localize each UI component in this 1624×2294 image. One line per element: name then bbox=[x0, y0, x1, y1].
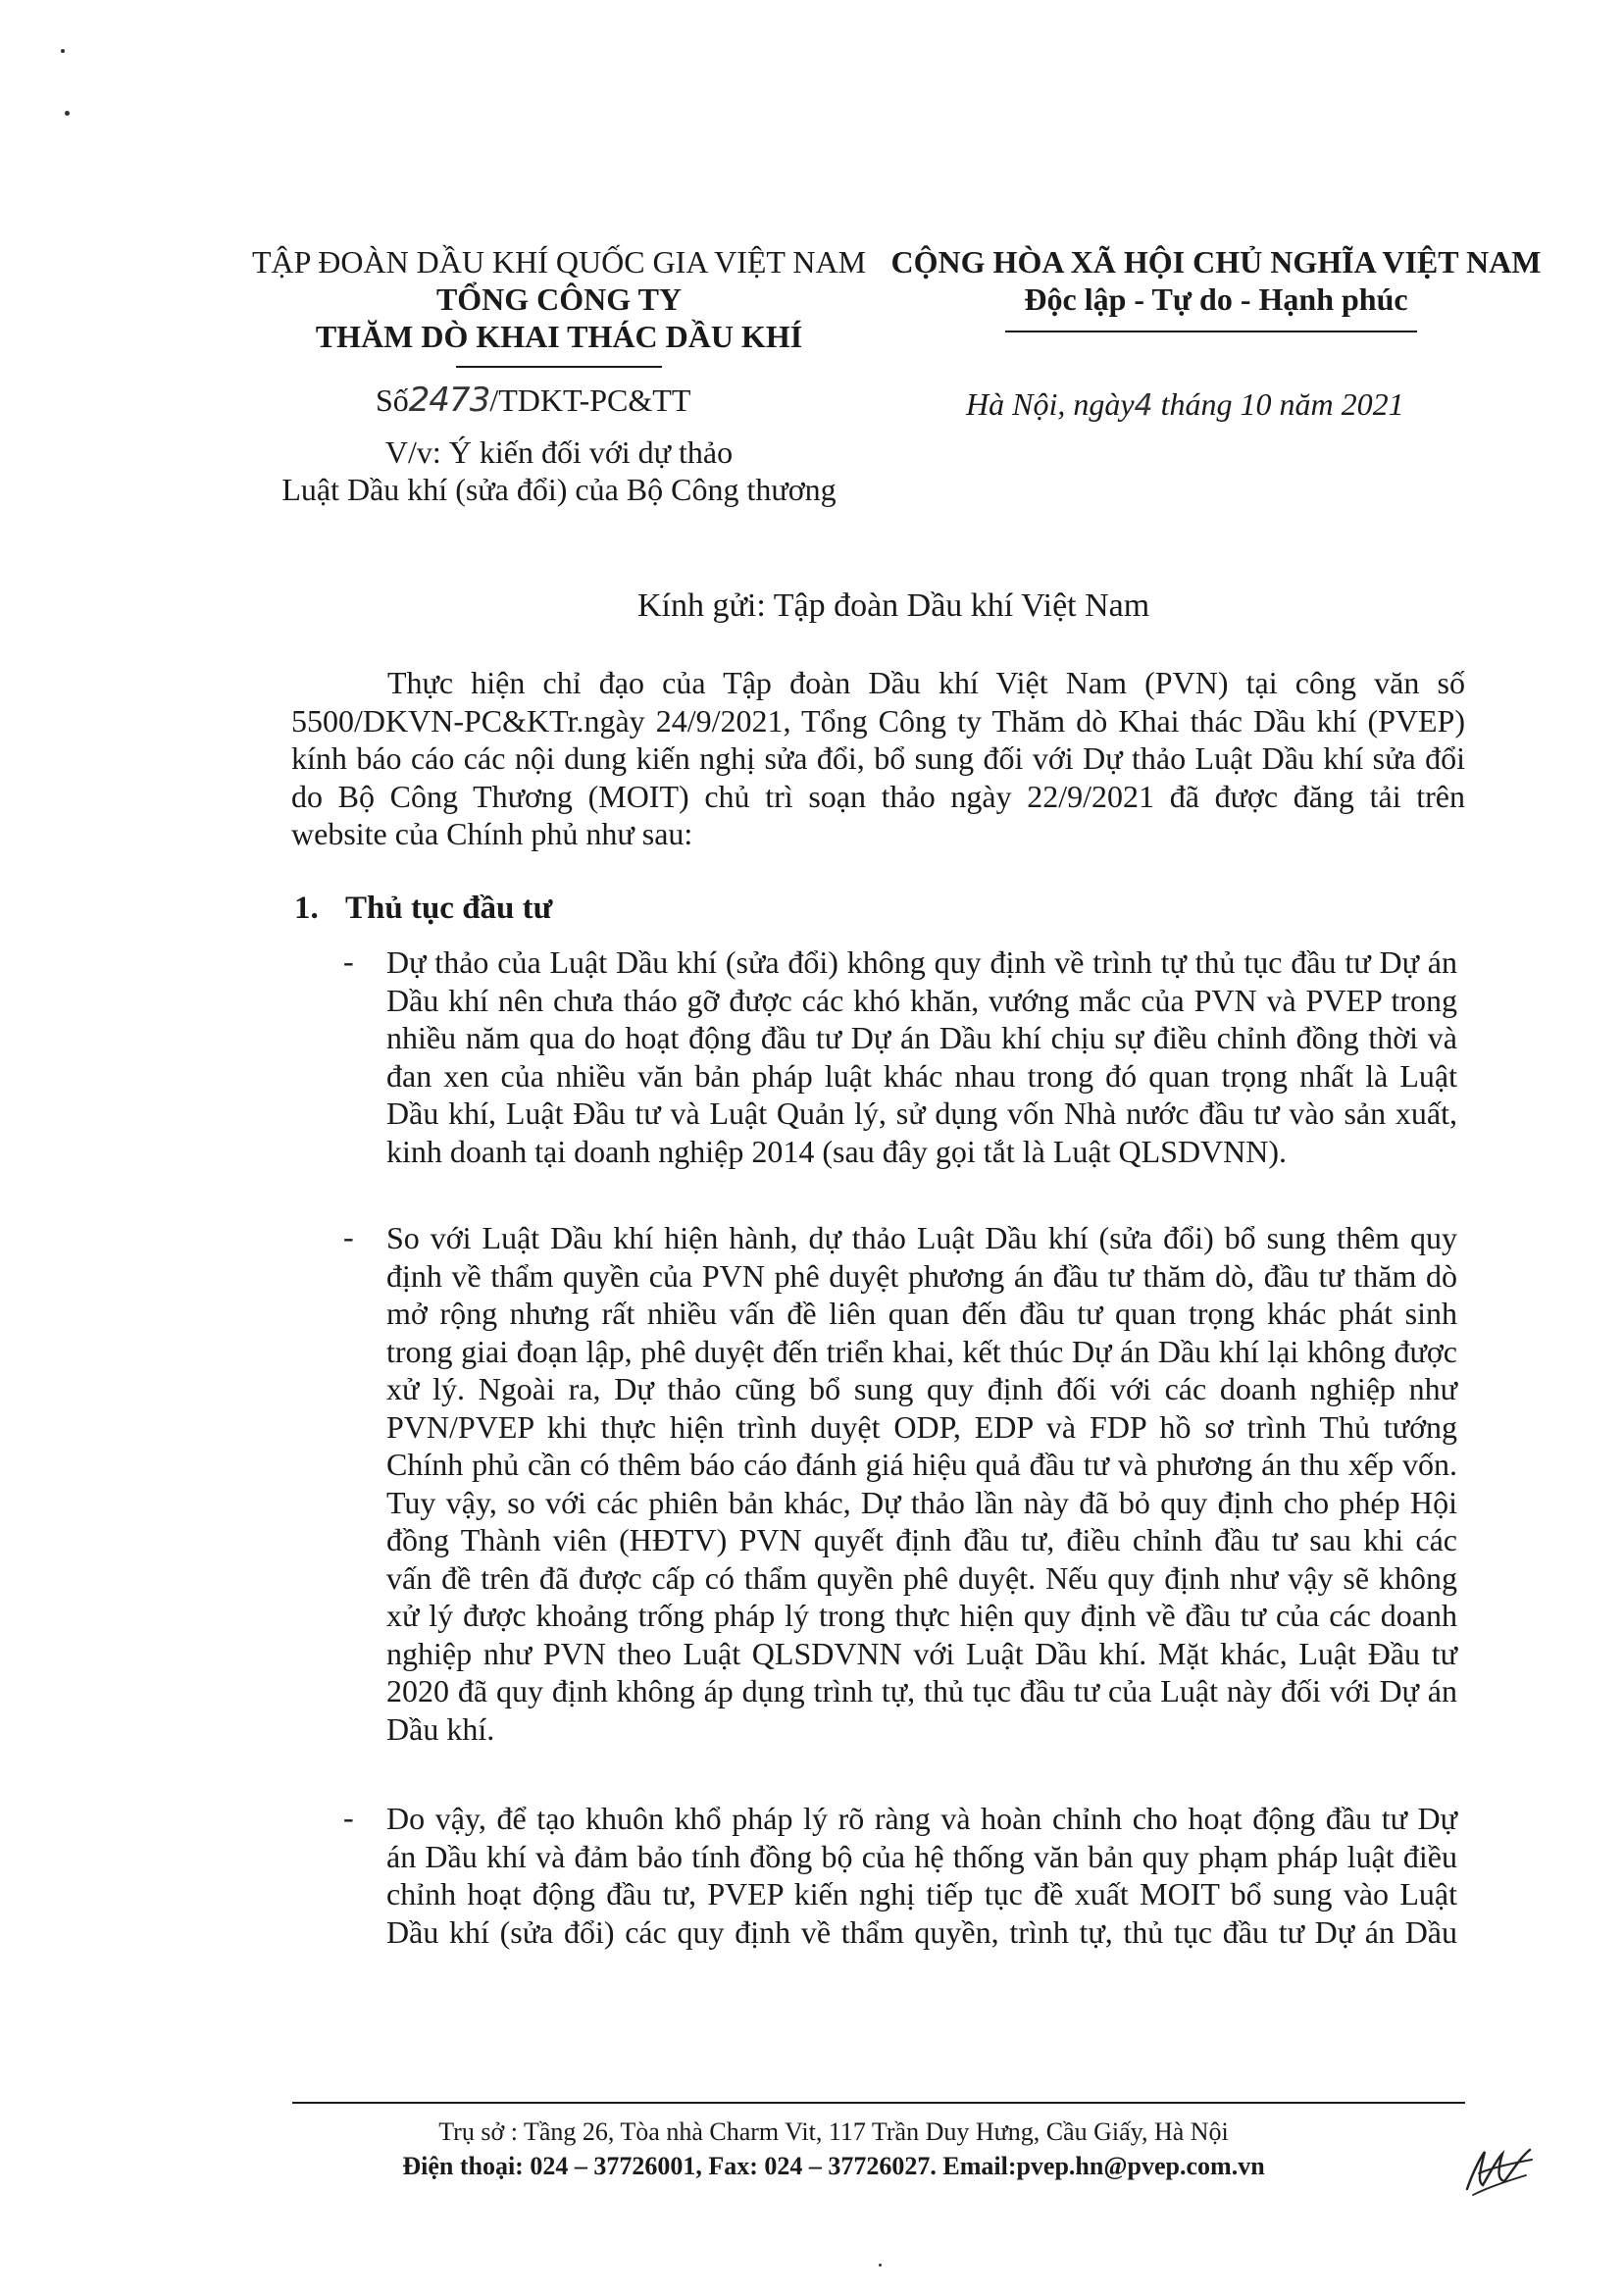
bullet1-line: Dự thảo của Luật Dầu khí (sửa đổi) không quy định về trình tự thủ tục đầu tư Dự án bbox=[386, 944, 1457, 980]
intro-line: Thực hiện chỉ đạo của Tập đoàn Dầu khí Việt Nam (PVN) tại công văn số bbox=[387, 665, 1465, 700]
org-underline bbox=[456, 366, 662, 368]
bullet1-line: kinh doanh tại doanh nghiệp 2014 (sau đây gọi tắt là Luật QLSDVNN). bbox=[386, 1133, 1288, 1169]
bullet2-line: trong giai đoạn lập, phê duyệt đến triển khai, kết thúc Dự án Dầu khí lại không được bbox=[386, 1333, 1457, 1369]
bullet2-line: xử lý được khoảng trống pháp lý trong thực hiện quy định về đầu tư của các doanh bbox=[386, 1598, 1457, 1633]
bullet-dash: - bbox=[343, 1800, 354, 1835]
section-heading bbox=[294, 891, 552, 927]
scan-mark bbox=[879, 2264, 882, 2267]
bullet2-line: PVN/PVEP khi thực hiện trình duyệt ODP, EDP và FDP hồ sơ trình Thủ tướng bbox=[386, 1408, 1457, 1445]
doc-no-prefix: Số bbox=[376, 382, 409, 418]
motto-underline bbox=[1005, 331, 1417, 332]
bullet2-line: mở rộng nhưng rất nhiều vấn đề liên quan đến đầu tư quan trọng khác phát sinh bbox=[386, 1296, 1457, 1331]
bullet2-line: vấn đề trên đã được cấp có thẩm quyền phê duyệt. Nếu quy định như vậy sẽ không bbox=[386, 1559, 1457, 1596]
place-date bbox=[966, 384, 1404, 426]
intro-line: kính báo cáo các nội dung kiến nghị sửa đổi, bổ sung đối với Dự thảo Luật Dầu khí sửa đổi bbox=[291, 740, 1465, 776]
bullet2-line: đồng Thành viên (HĐTV) PVN quyết định đầu tư, điều chỉnh đầu tư sau khi các bbox=[386, 1522, 1457, 1557]
bullet3-line: Dầu khí (sửa đổi) các quy định về thẩm quyền, trình tự, thủ tục đầu tư Dự án Dầu bbox=[386, 1913, 1457, 1950]
section-title: Thủ tục đầu tư bbox=[345, 891, 553, 926]
org-parent: TẬP ĐOÀN DẦU KHÍ QUỐC GIA VIỆT NAM bbox=[251, 244, 867, 280]
bullet3-line: Do vậy, để tạo khuôn khổ pháp lý rõ ràng và hoàn chỉnh cho hoạt động đầu tư Dự bbox=[386, 1801, 1457, 1836]
document-number bbox=[376, 381, 690, 420]
subject-block bbox=[245, 433, 873, 508]
doc-no-suffix: /TDKT-PC&TT bbox=[489, 382, 691, 418]
bullet-paragraph-3 bbox=[386, 1800, 1457, 1951]
org-name-line1: TỔNG CÔNG TY bbox=[435, 281, 683, 317]
bullet2-line: So với Luật Dầu khí hiện hành, dự thảo Luật Dầu khí (sửa đổi) bổ sung thêm quy bbox=[386, 1220, 1457, 1255]
bullet1-line: Dầu khí, Luật Đầu tư và Luật Quản lý, sử dụng vốn Nhà nước đầu tư vào sản xuất, bbox=[386, 1096, 1457, 1131]
subject-line2: Luật Dầu khí (sửa đổi) của Bộ Công thương bbox=[281, 472, 837, 507]
place-date-suffix: tháng 10 năm 2021 bbox=[1152, 386, 1404, 422]
bullet3-line: án Dầu khí và đảm bảo tính đồng bộ của hệ thống văn bản quy phạm pháp luật điều bbox=[386, 1838, 1457, 1874]
bullet2-line: định về thẩm quyền của PVN phê duyệt phương án đầu tư thăm dò, đầu tư thăm dò bbox=[386, 1257, 1457, 1294]
recipient-line: Kính gửi: Tập đoàn Dầu khí Việt Nam bbox=[637, 587, 1150, 624]
national-header bbox=[883, 243, 1549, 318]
section-number: 1. bbox=[294, 891, 319, 926]
bullet-dash: - bbox=[343, 943, 354, 979]
doc-no-handwritten: 2473 bbox=[408, 381, 490, 420]
bullet1-line: Dầu khí nên chưa tháo gỡ được các khó khăn, vướng mắc của PVN và PVEP trong bbox=[386, 982, 1457, 1018]
bullet2-line: Tuy vậy, so với các phiên bản khác, Dự thảo lần này đã bỏ quy định cho phép Hội bbox=[386, 1484, 1457, 1520]
scan-mark bbox=[61, 49, 65, 53]
place-date-day: 4 bbox=[1134, 388, 1153, 423]
place-date-prefix: Hà Nội, ngày bbox=[966, 386, 1135, 422]
bullet2-line: Chính phủ cần có thêm báo cáo đánh giá hiệu quả đầu tư và phương án thu xếp vốn. bbox=[386, 1447, 1457, 1482]
footer-rule bbox=[292, 2102, 1465, 2104]
intro-line: do Bộ Công Thương (MOIT) chủ trì soạn thảo ngày 22/9/2021 đã được đăng tải trên bbox=[291, 778, 1465, 814]
bullet2-line: nghiệp như PVN theo Luật QLSDVNN với Luật Dầu khí. Mặt khác, Luật Đầu tư bbox=[386, 1635, 1457, 1671]
national-motto: Độc lập - Tự do - Hạnh phúc bbox=[1024, 281, 1408, 317]
bullet1-line: đan xen của nhiều văn bản pháp luật khác nhau trong đó quan trọng nhất là Luật bbox=[386, 1057, 1457, 1094]
issuer-block bbox=[245, 243, 873, 355]
nation-title: CỘNG HÒA XÃ HỘI CHỦ NGHĨA VIỆT NAM bbox=[890, 244, 1542, 280]
bullet-dash: - bbox=[343, 1219, 354, 1254]
initials-signature bbox=[1459, 2138, 1538, 2197]
intro-line: 5500/DKVN-PC&KTr.ngày 24/9/2021, Tổng Công ty Thăm dò Khai thác Dầu khí (PVEP) bbox=[291, 702, 1465, 739]
footer-address: Trụ sở : Tầng 26, Tòa nhà Charm Vit, 117 Trần Duy Hưng, Cầu Giấy, Hà Nội bbox=[438, 2117, 1229, 2146]
footer-contact: Điện thoại: 024 – 37726001, Fax: 024 – 37726027. Email:pvep.hn@pvep.com.vn bbox=[402, 2152, 1265, 2180]
bullet1-line: nhiều năm qua do hoạt động đầu tư Dự án Dầu khí chịu sự điều chỉnh đồng thời và bbox=[386, 1020, 1457, 1055]
intro-paragraph bbox=[291, 664, 1465, 853]
bullet2-line: Dầu khí. bbox=[386, 1710, 495, 1747]
subject-line1: V/v: Ý kiến đối với dự thảo bbox=[384, 434, 734, 470]
bullet3-line: chỉnh hoạt động đầu tư, PVEP kiến nghị tiếp tục đề xuất MOIT bổ sung vào Luật bbox=[386, 1876, 1457, 1912]
org-name-line2: THĂM DÒ KHAI THÁC DẦU KHÍ bbox=[315, 319, 803, 354]
bullet2-line: xử lý. Ngoài ra, Dự thảo cũng bổ sung quy định đối với các doanh nghiệp như bbox=[386, 1371, 1457, 1406]
bullet2-line: 2020 đã quy định không áp dụng trình tự, thủ tục đầu tư của Luật này đối với Dự án bbox=[386, 1673, 1457, 1708]
bullet-paragraph-1 bbox=[386, 943, 1457, 1170]
intro-line: website của Chính phủ như sau: bbox=[291, 816, 693, 851]
scan-mark bbox=[65, 111, 70, 116]
bullet-paragraph-2 bbox=[386, 1219, 1457, 1748]
